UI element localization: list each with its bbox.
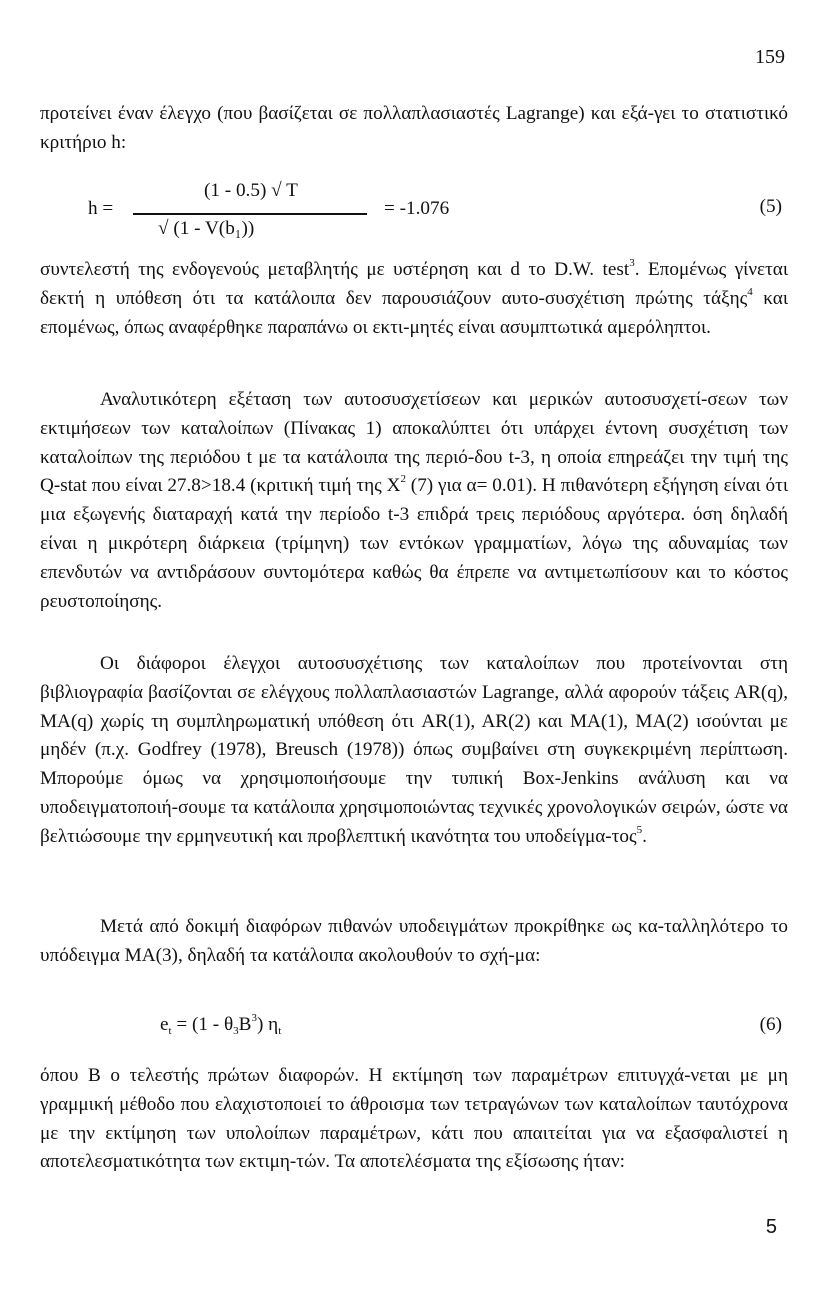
equation-6-number: (6) [759,1014,782,1035]
footnote-ref-5: 5 [636,823,643,836]
chi-square-superscript: 2 [400,473,406,486]
equation-5-denominator: √ (1 - V(b₁)) [158,218,255,239]
equation-6-expression: $e_t = (1 - \theta_3B^3)$ $\eta_t$ [160,1012,282,1037]
footnote-ref-3: 3 [629,257,635,269]
equation-5 [40,168,788,252]
paragraph-ma3-model: Μετά από δοκιμή διαφόρων πιθανών υποδειγμάτων προκρίθηκε ως κα-ταλληλότερο το υπόδειγμα MA(3), δηλαδή τα κατάλοιπα ακολουθούν το σχή-μα: [40,916,788,966]
equation-5-lhs: h = [88,198,114,219]
equation-5-numerator: (1 - 0.5) √ T [204,180,298,201]
paragraph-intro: προτείνει έναν έλεγχο (που βασίζεται σε πολλαπλασιαστές Lagrange) και εξά-γει το στατιστικό κριτήριο h: [40,103,788,153]
footnote-ref-4: 4 [747,285,753,298]
paragraph-dw-test: συντελεστή της ενδογενούς μεταβλητής με υστέρηση και d το D.W. test$^3$. Επομένως γίνεται δεκτή η υπόθεση ότι τα κατάλοιπα δεν παρουσιάζουν αυτο-συσχέτιση πρώτης τάξης$^4$ και επομένως, όπως αναφέρθηκε παραπάνω οι εκτι-μητές είναι ασυμπτωτικά αμερόληπτοι. [40,257,789,338]
fraction-bar [133,213,367,215]
paragraph-autocorrelation: Αναλυτικότερη εξέταση των αυτοσυσχετίσεων και μερικών αυτοσυσχετί-σεων των εκτιμήσεων των καταλοίπων (Πίνακας 1) αποκαλύπτει ότι υπάρχει έντονη συσχέτιση των καταλοίπων της περιόδου t με τα κατάλοιπα της περιό-δου t-3, η οποία επηρεάζει την τιμή της Q-stat που είναι 27.8>18.4 (κριτική τιμή της $X^2$ (7) για α= 0.01). Η πιθανότερη εξήγηση είναι ότι μια εξωγενής διαταραχή κατά την περίοδο t-3 επιδρά τρεις περιόδους αργότερα. όση δηλαδή είναι η μικρότερη διάρκεια (τρίμηνη) των εντόκων γραμματίων, λόγω της αδυναμίας των επενδυτών να αντιδράσουν συντομότερα καθώς θα έπρεπε να αντιμετωπίσουν και το κόστος ρευστοποίησης. [40,389,788,612]
equation-6 [40,1014,788,1044]
paragraph-lagrange-tests: Οι διάφοροι έλεγχοι αυτοσυσχέτισης των καταλοίπων που προτείνονται στη βιβλιογραφία βασίζονται σε ελέγχους πολλαπλασιαστών Lagrange, αλλά αφορούν τάξεις AR(q), MA(q) χωρίς τη συμπληρωματική υπόθεση ότι AR(1), AR(2) και MA(1), MA(2) ισούνται με μηδέν (π.χ. Godfrey (1978), Breusch (1978)) όπως συμβαίνει στη συγκεκριμένη περίπτωση. Μπορούμε όμως να χρησιμοποιήσουμε την τυπική Box-Jenkins ανάλυση και να υποδειγματοποιή-σουμε τα κατάλοιπα χρησιμοποιώντας τεχνικές χρονολογικών σειρών, ώστε να βελτιώσουμε την ερμηνευτική και προβλεπτική ικανότητα του υποδείγμα-τος$^5$. [40,653,788,847]
paragraph-estimation: όπου B ο τελεστής πρώτων διαφορών. Η εκτίμηση των παραμέτρων επιτυγχά-νεται με μη γραμμική μέθοδο που ελαχιστοποιεί το άθροισμα των τετραγώνων των καταλοίπων ταυτόχρονα με την εκτίμηση των υπολοίπων παραμέτρων, κάτι που απαιτείται για να εξασφαλιστεί η αποτελεσματικότητα των εκτιμη-τών. Τα αποτελέσματα της εξίσωσης ήταν: [40,1065,788,1173]
equation-5-number: (5) [759,196,782,217]
page-number: 159 [755,46,785,68]
equation-5-result: = -1.076 [384,198,450,219]
page-footer-number: 5 [765,1216,777,1238]
